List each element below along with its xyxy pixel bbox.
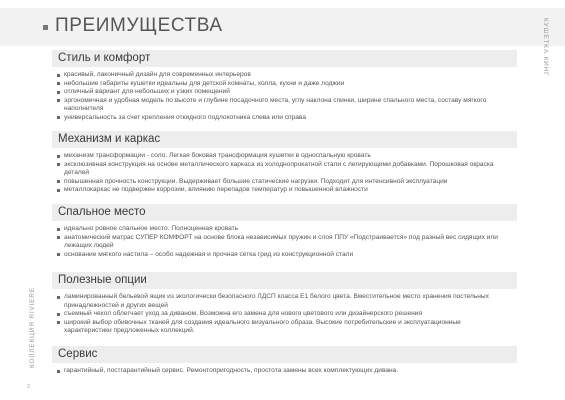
section-band (52, 346, 517, 363)
header-marker (43, 25, 48, 30)
list-item: основание мягкого настила – особо надежная и прочная сетка грид из конструкционной стали (56, 251, 508, 260)
collection-name-vertical: КОЛЛЕКЦИЯ RIVIERE (29, 287, 36, 368)
list-item: отличный вариант для небольших и узких помещений (56, 88, 508, 97)
section-list (56, 367, 508, 376)
section-title: Сервис (58, 348, 98, 360)
section-title: Спальное место (58, 206, 146, 218)
list-item: анатомический матрас СУПЕР КОМФОРТ на основе блока независимых пружин и слоя ППУ «Подстраивается» под разный вес сидящих или лежащих людей (56, 234, 508, 251)
page-title: ПРЕИМУЩЕСТВА (55, 15, 223, 36)
section-list (56, 293, 508, 336)
list-item: широкий выбор обивочных тканей для создания идеального визуального образа. Высокие потребительские и эксплуатационные характеристики предложенных коллекций. (56, 319, 508, 336)
section-title: Механизм и каркас (58, 133, 161, 145)
product-name-vertical: КУШЕТКА КИНГ (542, 18, 549, 77)
list-item: универсальность за счет крепления откидного подлокотника слева или справа (56, 114, 508, 123)
section-list (56, 152, 508, 195)
page-number: 2 (27, 384, 31, 390)
list-item: эксклюзивная конструкция на основе металлического каркаса из холоднопрокатной стали с легирующими добавками. Порошковая окраска деталей (56, 161, 508, 178)
list-item: съемный чехол облегчает уход за диваном. Возможна его замена для нового цветового или дизайнерского решения (56, 310, 508, 319)
section-title: Стиль и комфорт (58, 52, 151, 64)
list-item: ламинированный бельевой ящик из экологически безопасного ЛДСП класса Е1 белого цвета. Вместительное место хранения постельных принадлежностей и других вещей (56, 293, 508, 310)
section-list (56, 225, 508, 259)
list-item: идеально ровное спальное место. Полноценная кровать (56, 225, 508, 234)
list-item: эргономичная и удобная модель по высоте и глубине посадочного места, углу наклона спинки, ширине спального места, составу мягкого наполнителя (56, 97, 508, 114)
list-item: красивый, лаконичный дизайн для современных интерьеров (56, 71, 508, 80)
list-item: повышенная прочность конструкции. Выдерживает большие статические нагрузки. Подходит для интенсивной эксплуатации (56, 178, 508, 187)
list-item: металлокаркас не подвержен коррозии, влиянию перепадов температур и повышенной влажности (56, 186, 508, 195)
list-item: небольшие габариты кушетки идеальны для детской комнаты, холла, кухни и даже лоджии (56, 80, 508, 89)
section-list (56, 71, 508, 122)
section-title: Полезные опции (58, 274, 147, 286)
list-item: механизм трансформации - соло. Легкая боковая трансформация кушетки в односпальную кровать (56, 152, 508, 161)
list-item: гарантийный, постгарантийный сервис. Ремонтопригодность, простота замены всех комплектующих дивана. (56, 367, 508, 376)
